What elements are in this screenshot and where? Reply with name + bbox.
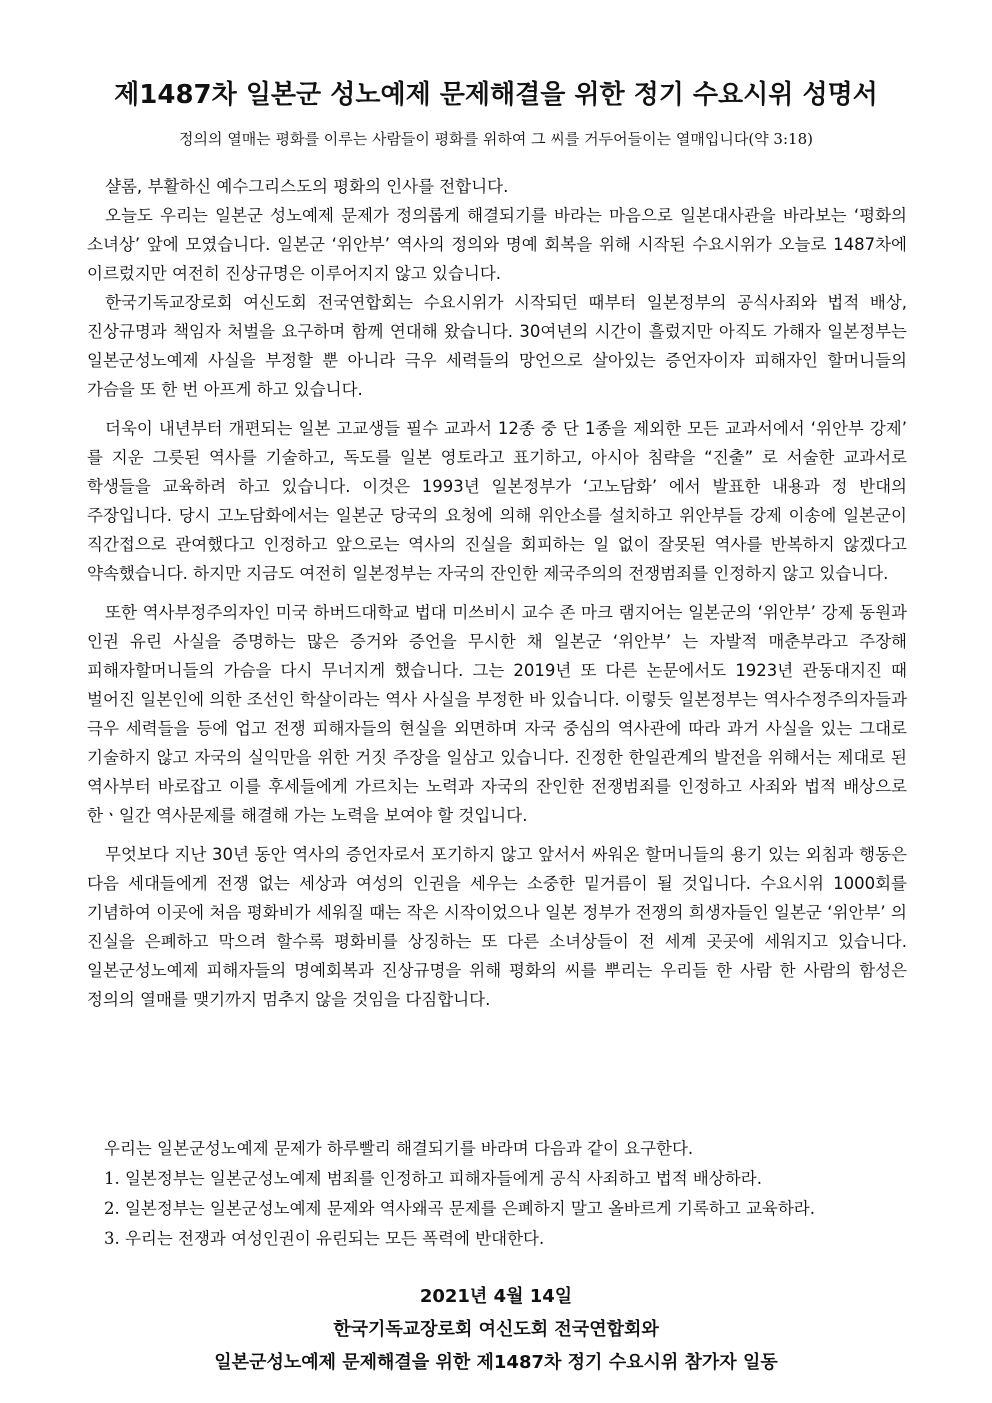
closing-date: 2021년 4월 14일 [419, 1286, 573, 1307]
document-title: 제1487차 일본군 성노예제 문제해결을 위한 정기 수요시위 성명서 [114, 80, 878, 110]
paragraph-greeting: 샬롬, 부활하신 예수그리스도의 평화의 인사를 전합니다. [105, 177, 509, 196]
demands-intro: 우리는 일본군성노예제 문제가 하루빨리 해결되기를 바라며 다음과 같이 요구한다. [104, 1139, 694, 1158]
closing-organization: 한국기독교장로회 여신도회 전국연합회와 [333, 1319, 659, 1340]
demand-item: 1. 일본정부는 일본군성노예제 범죄를 인정하고 피해자들에게 공식 사죄하고 법적 배상하라. [104, 1169, 762, 1188]
paragraph-textbooks: 더욱이 내년부터 개편되는 일본 고교생들 필수 교과서 12종 중 단 1종을 제외한 모든 교과서에서 ‘위안부 강제’ 를 지운 그릇된 역사를 기술하고, 독도를 일본 영토라고 표기하고, 아시아 침략을 “진출” 로 서술한 교과서로 학생들을 교육하려 하고 있습니다. 이것은 1993년 일본정부가 ‘고노담화’ 에서 발표한 내용과 정 반대의 주장입니다. 당시 고노담화에서는 일본군 당국의 요청에 의해 위안소를 설치하고 위안부들 강제 이송에 일본군이 직간접으로 관여했다고 인정하고 앞으로는 역사의 진실을 회피하는 일 없이 잘못된 역사를 반복하지 않겠다고 약속했습니다. 하지만 지금도 여전히 일본정부는 자국의 잔인한 제국주의의 전쟁범죄를 인정하지 않고 있습니다. [87, 419, 907, 583]
demand-item: 3. 우리는 전쟁과 여성인권이 유린되는 모든 폭력에 반대한다. [104, 1229, 545, 1248]
demands-list [104, 1134, 924, 1254]
paragraph-ramseyer: 또한 역사부정주의자인 미국 하버드대학교 법대 미쓰비시 교수 존 마크 램지어는 일본군의 ‘위안부’ 강제 동원과 인권 유린 사실을 증명하는 많은 증거와 증언을 무시한 채 일본군 ‘위안부’ 는 자발적 매춘부라고 주장해 피해자할머니들의 가슴을 다시 무너지게 했습니다. 그는 2019년 또 다른 논문에서도 1923년 관동대지진 때 벌어진 일본인에 의한 조선인 학살이라는 역사 사실을 부정한 바 있습니다. 이렇듯 일본정부는 역사수정주의자들과 극우 세력들을 등에 업고 전쟁 피해자들의 현실을 외면하며 자국 중심의 역사관에 따라 과거 사실을 있는 그대로 기술하지 않고 자국의 실익만을 위한 거짓 주장을 일삼고 있습니다. 진정한 한일관계의 발전을 위해서는 제대로 된 역사부터 바로잡고 이를 후세들에게 가르치는 노력과 자국의 잔인한 전쟁범죄를 인정하고 사죄와 법적 배상으로 한ㆍ일간 역사문제를 해결해 가는 노력을 보여야 할 것입니다. [87, 603, 907, 825]
closing-participants: 일본군성노예제 문제해결을 위한 제1487차 정기 수요시위 참가자 일동 [214, 1352, 778, 1373]
scripture-subtitle: 정의의 열매는 평화를 이루는 사람들이 평화를 위하여 그 씨를 거두어들이는 열매입니다(약 3:18) [179, 130, 813, 148]
statement-body [87, 172, 907, 1014]
demand-item: 2. 일본정부는 일본군성노예제 문제와 역사왜곡 문제를 은폐하지 말고 올바르게 기록하고 교육하라. [104, 1199, 815, 1218]
closing-signature [60, 1280, 932, 1379]
paragraph-resolve: 무엇보다 지난 30년 동안 역사의 증언자로서 포기하지 않고 앞서서 싸워온 할머니들의 용기 있는 외침과 행동은 다음 세대들에게 전쟁 없는 세상과 여성의 인권을 세우는 소중한 밑거름이 될 것입니다. 수요시위 1000회를 기념하여 이곳에 처음 평화비가 세워질 때는 작은 시작이었으나 일본 정부가 전쟁의 희생자들인 일본군 ‘위안부’ 의 진실을 은폐하고 막으려 할수록 평화비를 상징하는 또 다른 소녀상들이 전 세계 곳곳에 세워지고 있습니다. 일본군성노예제 피해자들의 명예회복과 진상규명을 위해 평화의 씨를 뿌리는 우리들 한 사람 한 사람의 함성은 정의의 열매를 맺기까지 멈추지 않을 것임을 다짐합니다. [87, 845, 907, 1009]
paragraph-today: 오늘도 우리는 일본군 성노예제 문제가 정의롭게 해결되기를 바라는 마음으로 일본대사관을 바라보는 ‘평화의 소녀상’ 앞에 모였습니다. 일본군 ‘위안부’ 역사의 정의와 명예 회복을 위해 시작된 수요시위가 오늘로 1487차에 이르렀지만 여전히 진상규명은 이루어지지 않고 있습니다. [87, 206, 907, 283]
paragraph-solidarity: 한국기독교장로회 여신도회 전국연합회는 수요시위가 시작되던 때부터 일본정부의 공식사죄와 법적 배상, 진상규명과 책임자 처벌을 요구하며 함께 연대해 왔습니다. 30여년의 시간이 흘렀지만 아직도 가해자 일본정부는 일본군성노예제 사실을 부정할 뿐 아니라 극우 세력들의 망언으로 살아있는 증언자이자 피해자인 할머니들의 가슴을 또 한 번 아프게 하고 있습니다. [87, 293, 907, 399]
